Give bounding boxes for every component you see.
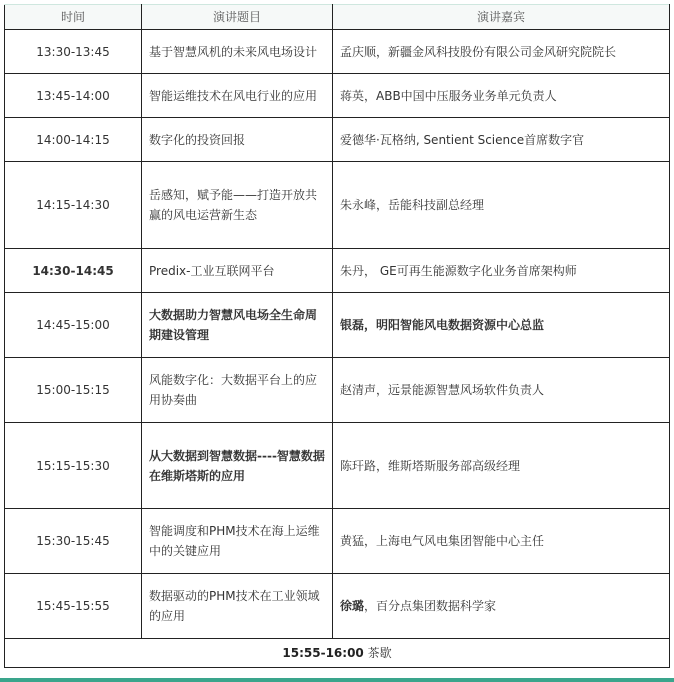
header-speaker: 演讲嘉宾 <box>333 5 670 30</box>
session-time: 14:00-14:15 <box>5 118 142 162</box>
session-speaker: 银磊，明阳智能风电数据资源中心总监 <box>333 293 670 358</box>
table-row <box>5 423 670 509</box>
session-topic: 智能调度和PHM技术在海上运维中的关键应用 <box>142 509 333 574</box>
session-topic: 智能运维技术在风电行业的应用 <box>142 74 333 118</box>
session-topic: 数字化的投资回报 <box>142 118 333 162</box>
session-time: 14:45-15:00 <box>5 293 142 358</box>
session-speaker: 孟庆顺，新疆金风科技股份有限公司金风研究院院长 <box>333 30 670 74</box>
session-topic: 风能数字化：大数据平台上的应用协奏曲 <box>142 358 333 423</box>
speaker-name: 徐璐 <box>340 599 365 613</box>
session-speaker: 朱丹， GE可再生能源数字化业务首席架构师 <box>333 249 670 293</box>
schedule-table <box>4 4 670 668</box>
session-speaker: 徐璐，百分点集团数据科学家 <box>333 574 670 639</box>
table-row <box>5 118 670 162</box>
session-speaker: 朱永峰，岳能科技副总经理 <box>333 162 670 249</box>
table-row <box>5 162 670 249</box>
session-topic: Predix-工业互联网平台 <box>142 249 333 293</box>
session-time: 15:45-15:55 <box>5 574 142 639</box>
session-time: 13:45-14:00 <box>5 74 142 118</box>
session-topic: 数据驱动的PHM技术在工业领域的应用 <box>142 574 333 639</box>
table-row <box>5 574 670 639</box>
session-speaker: 赵清声，远景能源智慧风场软件负责人 <box>333 358 670 423</box>
table-row <box>5 30 670 74</box>
table-row <box>5 293 670 358</box>
session-speaker: 蒋英，ABB中国中压服务业务单元负责人 <box>333 74 670 118</box>
table-row <box>5 249 670 293</box>
session-topic: 从大数据到智慧数据----智慧数据在维斯塔斯的应用 <box>142 423 333 509</box>
session-speaker: 爱德华·瓦格纳, Sentient Science首席数字官 <box>333 118 670 162</box>
session-topic: 基于智慧风机的未来风电场设计 <box>142 30 333 74</box>
break-time: 15:55-16:00 <box>282 646 364 660</box>
break-row <box>5 639 670 668</box>
session-time: 14:30-14:45 <box>5 249 142 293</box>
session-time: 15:00-15:15 <box>5 358 142 423</box>
table-row <box>5 509 670 574</box>
table-row <box>5 74 670 118</box>
session-time: 14:15-14:30 <box>5 162 142 249</box>
session-time: 15:15-15:30 <box>5 423 142 509</box>
break-label: 茶歇 <box>367 646 392 660</box>
session-topic: 大数据助力智慧风电场全生命周期建设管理 <box>142 293 333 358</box>
session-time: 15:30-15:45 <box>5 509 142 574</box>
header-time: 时间 <box>5 5 142 30</box>
header-topic: 演讲题目 <box>142 5 333 30</box>
table-row <box>5 358 670 423</box>
bottom-accent-line <box>0 678 674 682</box>
header-row <box>5 5 670 30</box>
session-speaker: 黄猛，上海电气风电集团智能中心主任 <box>333 509 670 574</box>
tea-break <box>5 639 670 668</box>
session-speaker: 陈玕路，维斯塔斯服务部高级经理 <box>333 423 670 509</box>
session-topic: 岳感知，赋予能——打造开放共赢的风电运营新生态 <box>142 162 333 249</box>
session-time: 13:30-13:45 <box>5 30 142 74</box>
